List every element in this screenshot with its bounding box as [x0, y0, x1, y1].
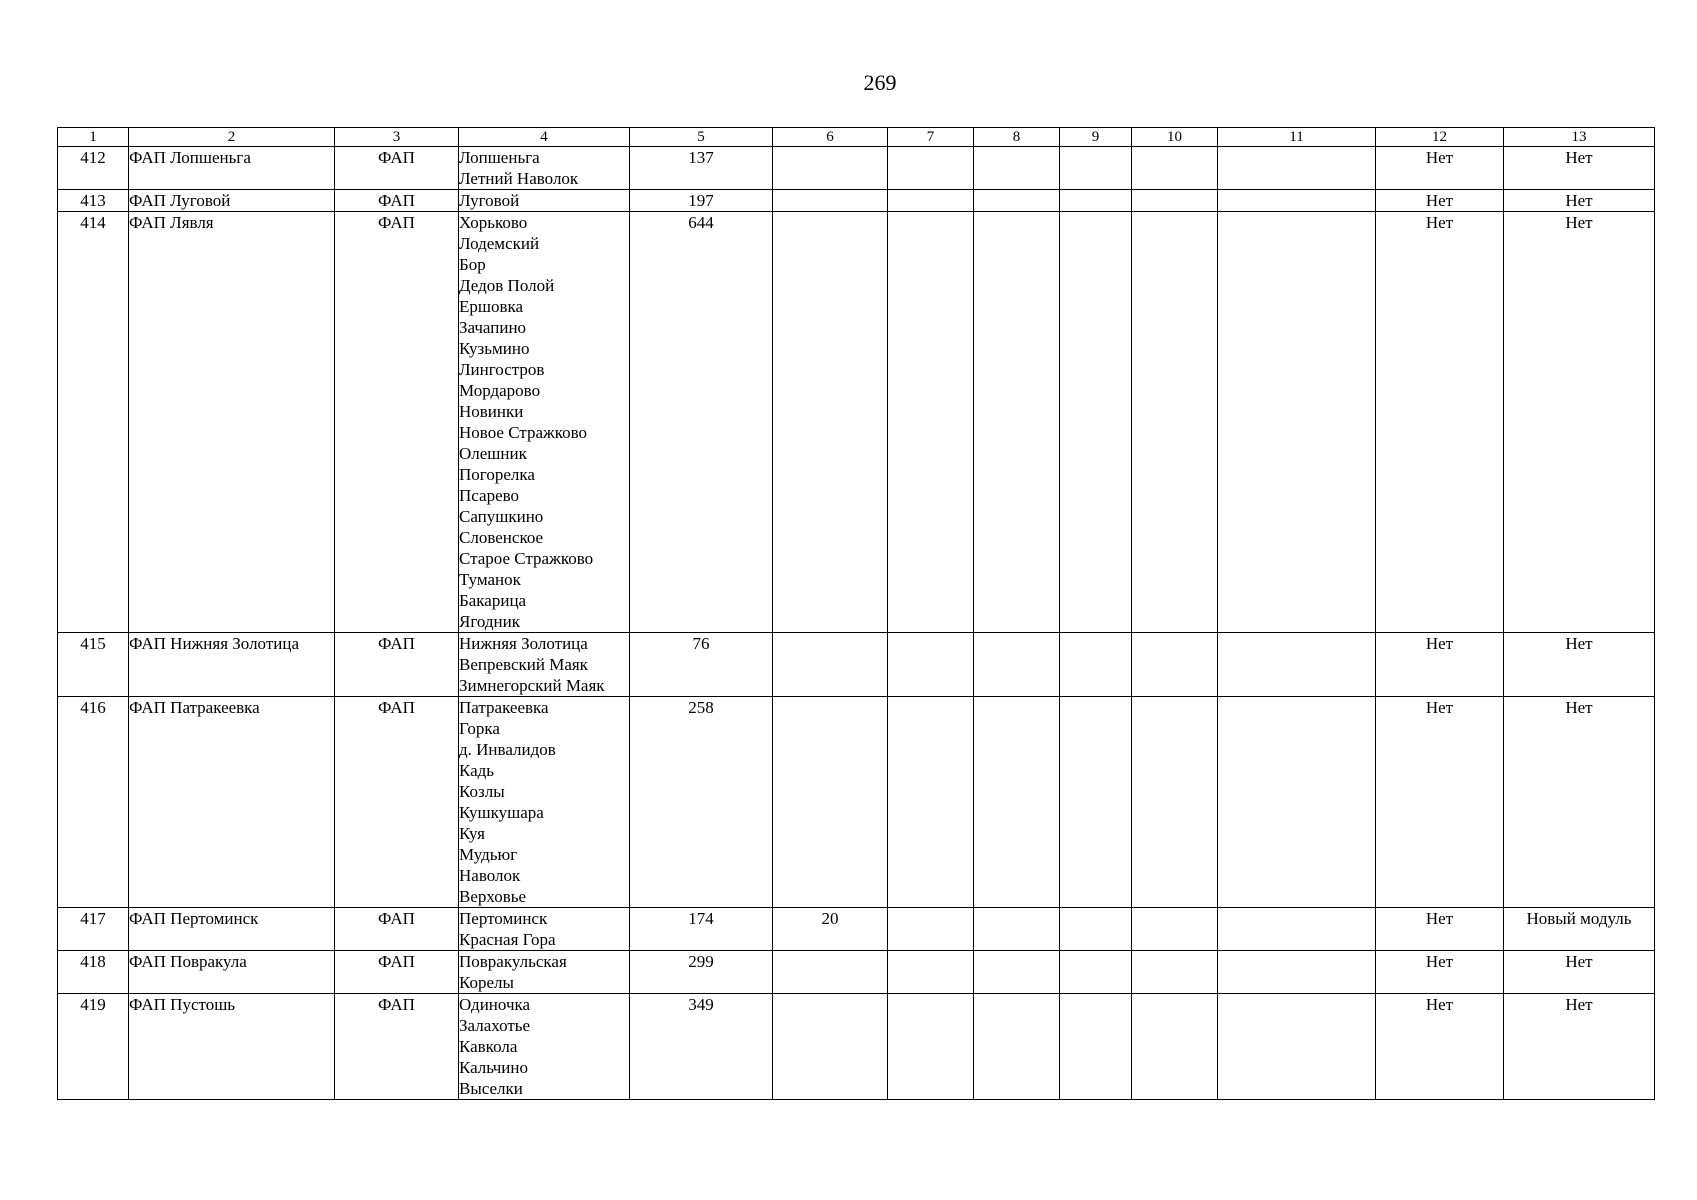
settlement-name: Кальчино [459, 1058, 528, 1077]
column-header: 10 [1132, 128, 1218, 147]
settlement-name: Лопшеньга [459, 148, 540, 167]
column-10-cell [1132, 697, 1218, 908]
settlement-name: Выселки [459, 1079, 523, 1098]
settlement-name: Зимнегорский Маяк [459, 676, 605, 695]
column-7-cell [888, 190, 974, 212]
column-12-cell: Нет [1376, 147, 1504, 190]
column-8-cell [974, 147, 1060, 190]
population-cell: 174 [630, 908, 773, 951]
settlements-cell [459, 190, 630, 212]
column-10-cell [1132, 147, 1218, 190]
settlement-name: Козлы [459, 782, 505, 801]
column-11-cell [1218, 633, 1376, 697]
column-number-row [58, 128, 1655, 147]
facility-name-cell: ФАП Лявля [129, 212, 335, 633]
facility-name-cell: ФАП Патракеевка [129, 697, 335, 908]
column-header: 4 [459, 128, 630, 147]
facility-type-cell: ФАП [335, 147, 459, 190]
facility-type-cell: ФАП [335, 994, 459, 1100]
population-cell: 197 [630, 190, 773, 212]
table-row [58, 212, 1655, 633]
settlement-name: Бакарица [459, 591, 527, 610]
column-header: 13 [1504, 128, 1655, 147]
facility-name-cell: ФАП Луговой [129, 190, 335, 212]
row-number-cell: 419 [58, 994, 129, 1100]
settlement-name: Патракеевка [459, 698, 549, 717]
settlement-name: Горка [459, 719, 500, 738]
column-7-cell [888, 633, 974, 697]
settlement-name: Туманок [459, 570, 521, 589]
column-13-cell: Нет [1504, 212, 1655, 633]
column-11-cell [1218, 697, 1376, 908]
column-6-cell: 20 [773, 908, 888, 951]
facility-name-cell: ФАП Повракула [129, 951, 335, 994]
settlement-name: Погорелка [459, 465, 535, 484]
column-9-cell [1060, 212, 1132, 633]
column-header: 3 [335, 128, 459, 147]
row-number-cell: 417 [58, 908, 129, 951]
population-cell: 299 [630, 951, 773, 994]
column-13-cell: Нет [1504, 633, 1655, 697]
column-13-cell: Нет [1504, 697, 1655, 908]
facility-name-cell: ФАП Нижняя Золотица [129, 633, 335, 697]
settlement-name: Луговой [459, 191, 520, 210]
column-13-cell: Нет [1504, 190, 1655, 212]
facility-type-cell: ФАП [335, 212, 459, 633]
settlements-cell [459, 697, 630, 908]
settlement-name: Наволок [459, 866, 521, 885]
column-12-cell: Нет [1376, 633, 1504, 697]
table-row [58, 908, 1655, 951]
row-number-cell: 416 [58, 697, 129, 908]
column-13-cell: Новый модуль [1504, 908, 1655, 951]
settlement-name: Бор [459, 255, 486, 274]
column-9-cell [1060, 633, 1132, 697]
settlement-name: Корелы [459, 973, 514, 992]
column-11-cell [1218, 951, 1376, 994]
settlement-name: Ершовка [459, 297, 524, 316]
facilities-table [57, 127, 1655, 1100]
column-header: 9 [1060, 128, 1132, 147]
settlement-name: Словенское [459, 528, 544, 547]
column-8-cell [974, 633, 1060, 697]
settlement-name: Лингостров [459, 360, 545, 379]
column-8-cell [974, 908, 1060, 951]
column-8-cell [974, 697, 1060, 908]
column-11-cell [1218, 994, 1376, 1100]
column-9-cell [1060, 697, 1132, 908]
table-body [58, 147, 1655, 1100]
column-7-cell [888, 994, 974, 1100]
table-row [58, 147, 1655, 190]
settlement-name: Кадь [459, 761, 495, 780]
table-row [58, 697, 1655, 908]
settlement-name: д. Инвалидов [459, 740, 556, 759]
settlement-name: Нижняя Золотица [459, 634, 588, 653]
column-12-cell: Нет [1376, 908, 1504, 951]
settlement-name: Кушкушара [459, 803, 544, 822]
column-8-cell [974, 994, 1060, 1100]
settlement-name: Куя [459, 824, 485, 843]
settlements-cell [459, 633, 630, 697]
column-header: 8 [974, 128, 1060, 147]
settlement-name: Зачапино [459, 318, 527, 337]
column-9-cell [1060, 147, 1132, 190]
settlement-name: Красная Гора [459, 930, 556, 949]
column-header: 11 [1218, 128, 1376, 147]
column-6-cell [773, 147, 888, 190]
table-row [58, 190, 1655, 212]
facility-type-cell: ФАП [335, 951, 459, 994]
population-cell: 137 [630, 147, 773, 190]
column-13-cell: Нет [1504, 951, 1655, 994]
column-12-cell: Нет [1376, 212, 1504, 633]
settlement-name: Одиночка [459, 995, 531, 1014]
column-7-cell [888, 908, 974, 951]
column-8-cell [974, 190, 1060, 212]
column-8-cell [974, 951, 1060, 994]
settlements-cell [459, 147, 630, 190]
row-number-cell: 415 [58, 633, 129, 697]
column-12-cell: Нет [1376, 697, 1504, 908]
facility-name-cell: ФАП Пертоминск [129, 908, 335, 951]
column-7-cell [888, 951, 974, 994]
column-10-cell [1132, 908, 1218, 951]
row-number-cell: 413 [58, 190, 129, 212]
column-11-cell [1218, 190, 1376, 212]
page-number: 269 [863, 70, 897, 95]
table-row [58, 994, 1655, 1100]
column-header: 6 [773, 128, 888, 147]
column-11-cell [1218, 212, 1376, 633]
column-9-cell [1060, 994, 1132, 1100]
settlement-name: Новинки [459, 402, 524, 421]
settlements-cell [459, 951, 630, 994]
column-6-cell [773, 697, 888, 908]
facility-name-cell: ФАП Лопшеньга [129, 147, 335, 190]
column-11-cell [1218, 908, 1376, 951]
row-number-cell: 412 [58, 147, 129, 190]
settlement-name: Кавкола [459, 1037, 518, 1056]
column-11-cell [1218, 147, 1376, 190]
population-cell: 644 [630, 212, 773, 633]
column-6-cell [773, 994, 888, 1100]
column-6-cell [773, 951, 888, 994]
row-number-cell: 414 [58, 212, 129, 633]
column-header: 7 [888, 128, 974, 147]
settlement-name: Вепревский Маяк [459, 655, 588, 674]
column-13-cell: Нет [1504, 994, 1655, 1100]
facility-type-cell: ФАП [335, 190, 459, 212]
column-header: 2 [129, 128, 335, 147]
facility-type-cell: ФАП [335, 908, 459, 951]
settlement-name: Хорьково [459, 213, 528, 232]
settlement-name: Кузьмино [459, 339, 530, 358]
settlement-name: Мудьюг [459, 845, 518, 864]
column-7-cell [888, 697, 974, 908]
settlement-name: Повракульская [459, 952, 567, 971]
column-12-cell: Нет [1376, 951, 1504, 994]
settlement-name: Олешник [459, 444, 527, 463]
table-row [58, 951, 1655, 994]
population-cell: 76 [630, 633, 773, 697]
column-6-cell [773, 190, 888, 212]
population-cell: 258 [630, 697, 773, 908]
column-10-cell [1132, 633, 1218, 697]
column-7-cell [888, 212, 974, 633]
column-header: 5 [630, 128, 773, 147]
table-row [58, 633, 1655, 697]
settlements-cell [459, 994, 630, 1100]
facility-type-cell: ФАП [335, 633, 459, 697]
column-10-cell [1132, 994, 1218, 1100]
facility-name-cell: ФАП Пустошь [129, 994, 335, 1100]
settlement-name: Старое Стражково [459, 549, 594, 568]
column-12-cell: Нет [1376, 190, 1504, 212]
column-12-cell: Нет [1376, 994, 1504, 1100]
column-8-cell [974, 212, 1060, 633]
column-10-cell [1132, 951, 1218, 994]
population-cell: 349 [630, 994, 773, 1100]
settlement-name: Новое Стражково [459, 423, 588, 442]
column-header: 12 [1376, 128, 1504, 147]
column-header: 1 [58, 128, 129, 147]
settlement-name: Летний Наволок [459, 169, 579, 188]
column-9-cell [1060, 951, 1132, 994]
row-number-cell: 418 [58, 951, 129, 994]
column-9-cell [1060, 190, 1132, 212]
settlement-name: Залахотье [459, 1016, 531, 1035]
settlement-name: Верховье [459, 887, 527, 906]
settlement-name: Ягодник [459, 612, 521, 631]
settlement-name: Мордарово [459, 381, 541, 400]
settlement-name: Сапушкино [459, 507, 544, 526]
column-13-cell: Нет [1504, 147, 1655, 190]
settlement-name: Лодемский [459, 234, 540, 253]
settlements-cell [459, 212, 630, 633]
column-9-cell [1060, 908, 1132, 951]
facility-type-cell: ФАП [335, 697, 459, 908]
column-10-cell [1132, 212, 1218, 633]
column-6-cell [773, 633, 888, 697]
settlement-name: Пертоминск [459, 909, 548, 928]
settlements-cell [459, 908, 630, 951]
settlement-name: Дедов Полой [459, 276, 555, 295]
column-6-cell [773, 212, 888, 633]
column-7-cell [888, 147, 974, 190]
settlement-name: Псарево [459, 486, 520, 505]
column-10-cell [1132, 190, 1218, 212]
